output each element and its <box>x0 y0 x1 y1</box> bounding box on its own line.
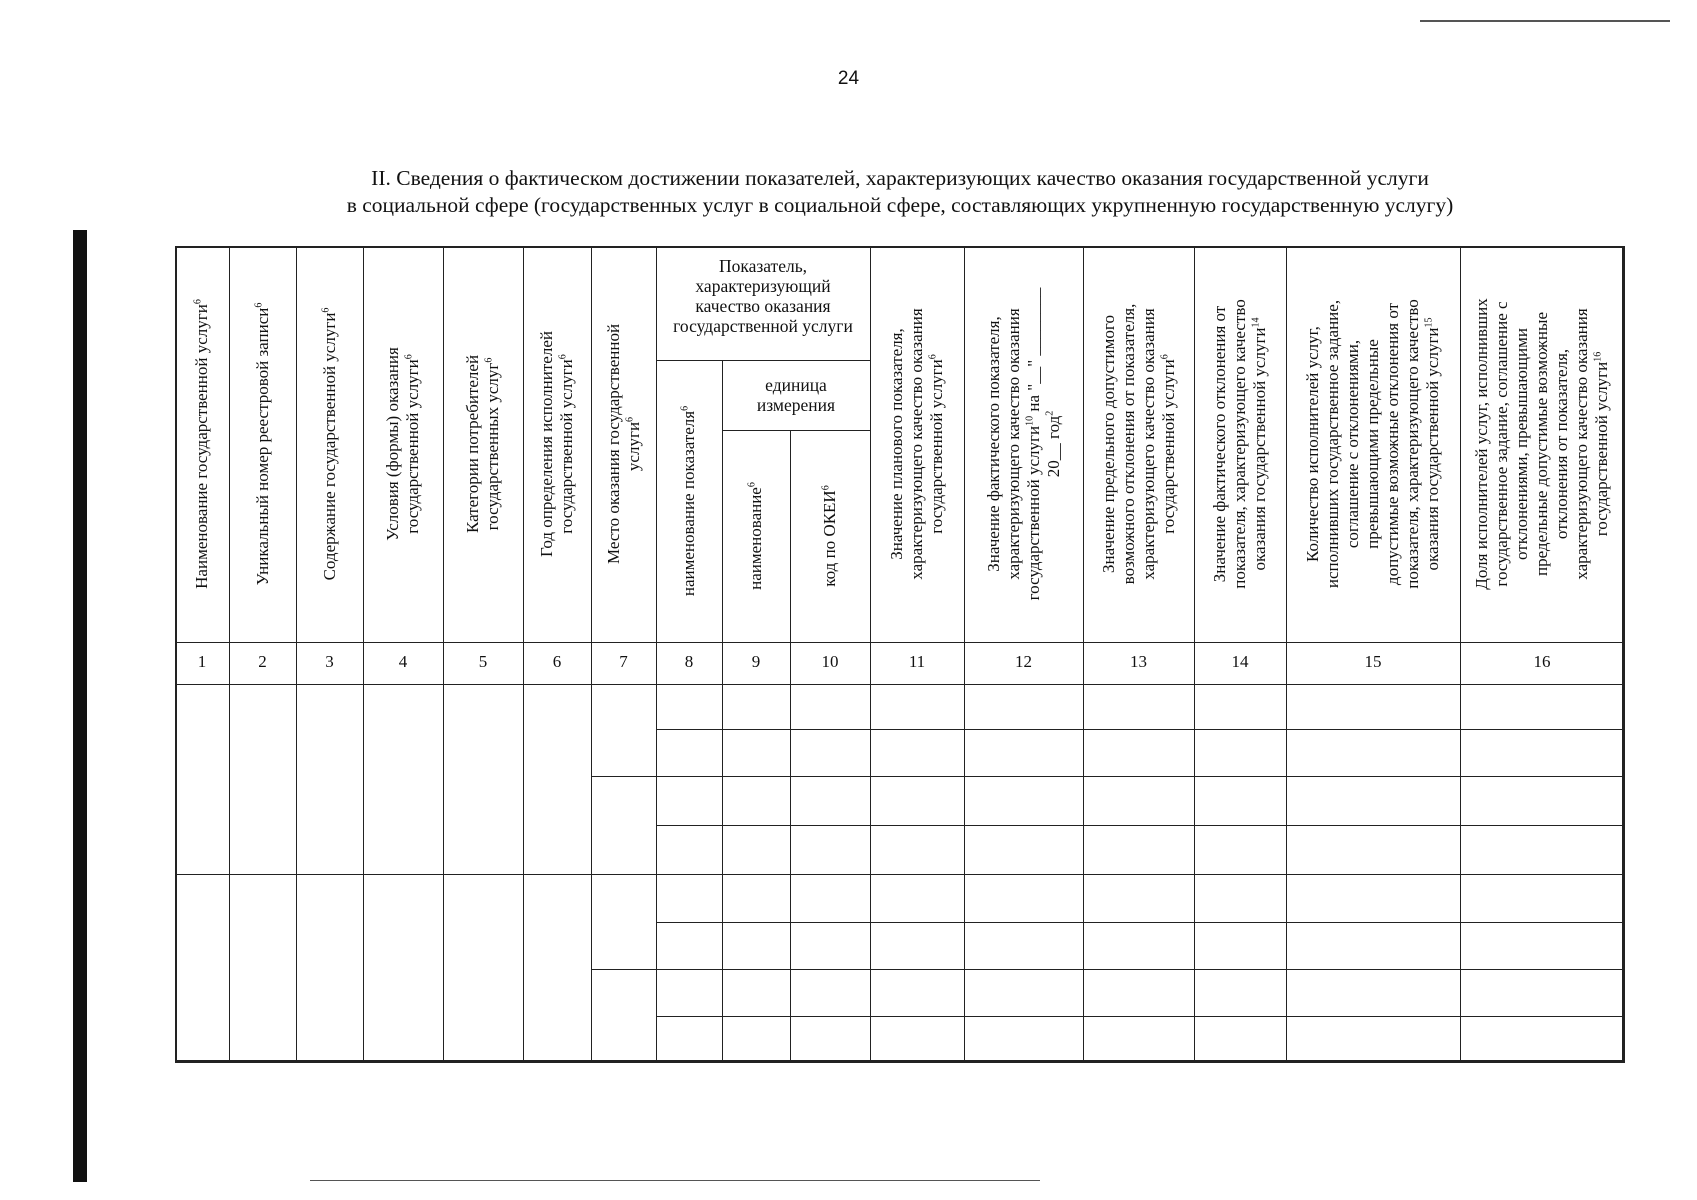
header-text: государственной услуги <box>927 359 946 534</box>
table-cell <box>591 776 657 875</box>
header-actual-deviation-line <box>1230 256 1250 632</box>
table-cell <box>1460 684 1625 730</box>
table-cell <box>722 922 791 970</box>
footnote-mark: 2 <box>1043 410 1055 416</box>
table-cell <box>1194 922 1287 970</box>
table-cell <box>790 922 871 970</box>
header-text: 20__ год <box>1043 415 1063 478</box>
table-cell <box>964 825 1084 875</box>
header-actual-value-line <box>1044 256 1064 632</box>
header-consumer-categories-line <box>483 256 503 632</box>
table-cell <box>1286 776 1461 826</box>
header-service-place-line <box>624 256 644 632</box>
header-okei-code-line <box>820 440 840 632</box>
table-cell <box>591 684 657 777</box>
header-service-place <box>604 256 644 632</box>
header-service-content-line <box>320 256 340 632</box>
table-cell <box>722 776 791 826</box>
footnote-mark: 6 <box>192 299 204 305</box>
header-executors-count-line <box>1403 256 1423 632</box>
table-cell <box>1286 729 1461 777</box>
header-actual-deviation-line <box>1210 256 1230 632</box>
table-cell <box>790 874 871 923</box>
column-number: 8 <box>684 652 694 671</box>
header-executors-share-line <box>1592 256 1612 632</box>
header-allowed-deviation-line <box>1119 256 1139 632</box>
footnote-mark: 6 <box>820 485 832 491</box>
header-text: качество оказания <box>695 296 831 316</box>
footnote-mark: 14 <box>1250 317 1262 328</box>
header-indicator-name <box>679 370 699 632</box>
header-text: Содержание государственной услуги <box>319 312 339 581</box>
table-cell <box>1194 969 1287 1017</box>
table-cell <box>1460 1016 1625 1063</box>
header-text: отклонениями, превышающими <box>1512 328 1531 560</box>
header-registry-number <box>253 256 273 632</box>
header-registry-number-line <box>253 256 273 632</box>
table-cell <box>229 874 297 1063</box>
header-text: государственной услуги <box>1592 361 1611 537</box>
header-text: превышающими предельные <box>1363 339 1382 549</box>
table-cell <box>656 776 723 826</box>
header-text: оказания государственной услуги <box>1250 327 1269 571</box>
footnote-mark: 10 <box>1023 415 1035 426</box>
column-number: 11 <box>908 652 926 671</box>
header-executors-share <box>1472 256 1612 632</box>
table-cell <box>443 684 524 875</box>
table-cell <box>722 729 791 777</box>
table-cell <box>870 825 965 875</box>
header-text: Значение фактического отклонения от <box>1210 305 1229 583</box>
header-actual-value-line <box>1004 256 1024 632</box>
table-cell <box>1460 825 1625 875</box>
header-planned-value-line <box>927 256 947 632</box>
header-service-place-line <box>604 256 624 632</box>
section-title <box>170 165 1630 219</box>
table-cell <box>296 684 364 875</box>
table-cell <box>175 874 230 1063</box>
table-cell <box>656 729 723 777</box>
header-planned-value <box>887 256 947 632</box>
header-service-conditions-line <box>383 256 403 632</box>
table-cell <box>790 969 871 1017</box>
header-text: Доля исполнителей услуг, исполнивших <box>1472 298 1491 590</box>
header-text: соглашение с отклонениями, <box>1343 339 1362 549</box>
header-text: код по ОКЕИ <box>820 490 839 587</box>
footnote-mark: 6 <box>252 302 264 308</box>
header-text: оказания государственной услуги <box>1423 327 1442 571</box>
header-text: государственное задание, соглашение с <box>1492 301 1511 587</box>
footnote-mark: 6 <box>403 354 415 360</box>
header-text: наименование <box>746 487 765 590</box>
table-cell <box>523 684 592 875</box>
header-text: Наименование государственной услуги <box>192 304 211 589</box>
table-cell <box>870 776 965 826</box>
table-cell <box>722 825 791 875</box>
header-text: характеризующего качество оказания <box>1572 308 1591 580</box>
table-cell <box>656 874 723 923</box>
table-cell <box>964 922 1084 970</box>
header-text: характеризующего качество оказания <box>1003 308 1023 580</box>
header-text: допустимые возможные отклонения от <box>1383 302 1402 586</box>
header-executors-share-line <box>1512 256 1532 632</box>
table-cell <box>964 684 1084 730</box>
header-executors-share-line <box>1552 256 1572 632</box>
footnote-mark: 6 <box>483 357 495 363</box>
table-cell <box>1460 969 1625 1017</box>
column-number: 9 <box>751 652 761 671</box>
header-text: государственных услуг <box>483 362 502 531</box>
header-allowed-deviation-line <box>1139 256 1159 632</box>
header-unit-name-line <box>746 440 766 632</box>
scan-bottom-line <box>310 1180 1040 1181</box>
table-cell <box>656 1016 723 1063</box>
table-cell <box>1083 729 1195 777</box>
table-cell <box>964 729 1084 777</box>
section-title-line2: в социальной сфере (государственных услуг в социальной сфере, составляющих укрупненную государственную услугу) <box>346 193 1454 217</box>
table-cell <box>523 874 592 1063</box>
header-text: характеризующий <box>695 276 831 296</box>
table-cell <box>1194 874 1287 923</box>
footnote-mark: 6 <box>679 405 691 411</box>
column-number: 5 <box>478 652 488 671</box>
table-cell <box>363 874 444 1063</box>
header-text: измерения <box>756 395 836 415</box>
header-executors-count-line <box>1343 256 1363 632</box>
header-planned-value-line <box>907 256 927 632</box>
table-cell <box>656 684 723 730</box>
header-text: Место оказания государственной <box>603 323 623 565</box>
table-cell <box>790 776 871 826</box>
table-cell <box>870 684 965 730</box>
table-cell <box>1083 825 1195 875</box>
header-text: Количество исполнителей услуг, <box>1303 326 1322 562</box>
header-unit-group <box>722 375 870 415</box>
table-cell <box>443 874 524 1063</box>
header-executor-year-line <box>557 256 577 632</box>
header-indicator-name-line <box>679 370 699 632</box>
table-cell <box>1194 1016 1287 1063</box>
table-cell <box>1083 1016 1195 1063</box>
header-text: услуги <box>623 421 643 472</box>
table-cell <box>1083 922 1195 970</box>
header-actual-value <box>984 256 1064 632</box>
table-cell <box>870 874 965 923</box>
table-cell <box>175 684 230 875</box>
footnote-mark: 6 <box>927 354 939 360</box>
header-text: показателя, характеризующего качество <box>1403 299 1422 589</box>
table-cell <box>722 874 791 923</box>
table-cell <box>964 874 1084 923</box>
table-cell <box>870 1016 965 1063</box>
header-text: на "__" ________ <box>1023 287 1043 416</box>
column-number: 4 <box>398 652 408 671</box>
header-text: государственной услуги <box>557 359 576 534</box>
column-number: 6 <box>552 652 562 671</box>
column-number: 15 <box>1364 652 1382 671</box>
header-planned-value-line <box>887 256 907 632</box>
header-allowed-deviation-line <box>1099 256 1119 632</box>
header-text: характеризующего качество оказания <box>907 308 926 580</box>
column-number: 12 <box>1015 652 1032 671</box>
header-consumer-categories <box>463 256 503 632</box>
table-cell <box>1194 776 1287 826</box>
scan-top-line <box>1420 20 1670 22</box>
header-service-name-line <box>192 256 212 632</box>
header-text: Значение фактического показателя, <box>983 316 1003 572</box>
column-number: 1 <box>197 652 207 671</box>
table-cell <box>1286 969 1461 1017</box>
header-actual-value-line <box>1024 256 1044 632</box>
header-text: предельные допустимые возможные <box>1532 312 1551 576</box>
header-text: Год определения исполнителей <box>537 331 556 557</box>
footnote-mark: 6 <box>746 482 758 488</box>
table-cell <box>722 1016 791 1063</box>
table-cell <box>870 922 965 970</box>
column-number: 2 <box>258 652 267 671</box>
table-cell <box>790 825 871 875</box>
header-actual-deviation-line <box>1250 256 1270 632</box>
table-cell <box>1286 825 1461 875</box>
table-cell <box>656 922 723 970</box>
table-cell <box>1286 684 1461 730</box>
header-executor-year-line <box>537 256 557 632</box>
table-cell <box>656 969 723 1017</box>
header-text: Показатель, <box>718 256 808 276</box>
header-executors-share-line <box>1572 256 1592 632</box>
table-cell <box>790 729 871 777</box>
header-executors-share-line <box>1492 256 1512 632</box>
table-cell <box>964 1016 1084 1063</box>
table-cell <box>1194 729 1287 777</box>
page-number: 24 <box>837 68 860 89</box>
header-text: Уникальный номер реестровой записи <box>252 307 272 586</box>
table-cell <box>591 874 657 970</box>
table-cell <box>1083 684 1195 730</box>
header-text: единица <box>765 375 827 395</box>
header-executors-count-line <box>1383 256 1403 632</box>
header-indicator-group <box>656 256 870 336</box>
header-actual-value-line <box>984 256 1004 632</box>
header-unit-name <box>746 440 766 632</box>
footnote-mark: 6 <box>319 307 331 313</box>
header-service-name <box>192 256 212 632</box>
header-service-content <box>320 256 340 632</box>
header-text: возможного отклонения от показателя, <box>1118 303 1138 585</box>
table-cell <box>1286 874 1461 923</box>
header-executor-year <box>537 256 577 632</box>
header-consumer-categories-line <box>463 256 483 632</box>
header-okei-code <box>820 440 840 632</box>
header-actual-deviation <box>1210 256 1270 632</box>
table-cell <box>363 684 444 875</box>
table-cell <box>1286 1016 1461 1063</box>
footnote-mark: 15 <box>1423 317 1435 328</box>
header-text: Значение предельного допустимого <box>1098 315 1118 573</box>
table-cell <box>1460 874 1625 923</box>
header-text: Категории потребителей <box>463 354 482 534</box>
header-executors-count <box>1303 256 1443 632</box>
table-cell <box>870 969 965 1017</box>
header-text: государственной услуги <box>403 359 422 534</box>
table-cell <box>591 969 657 1063</box>
table-cell <box>1083 969 1195 1017</box>
header-text: исполнивших государственное задание, <box>1323 299 1342 589</box>
table-cell <box>722 969 791 1017</box>
table-cell <box>790 1016 871 1063</box>
table-cell <box>1460 776 1625 826</box>
column-number: 10 <box>821 652 839 671</box>
table-cell <box>656 825 723 875</box>
column-number: 14 <box>1231 652 1249 671</box>
header-executors-count-line <box>1303 256 1323 632</box>
footnote-mark: 16 <box>1592 351 1604 362</box>
footnote-mark: 6 <box>623 416 635 422</box>
scan-margin-bar <box>73 230 87 1182</box>
header-text: наименование показателя <box>679 410 698 597</box>
table-cell <box>722 684 791 730</box>
header-service-conditions-line <box>403 256 423 632</box>
header-executors-share-line <box>1472 256 1492 632</box>
table-cell <box>1194 684 1287 730</box>
column-number: 16 <box>1533 652 1551 671</box>
table-cell <box>870 729 965 777</box>
table-cell <box>1460 922 1625 970</box>
footnote-mark: 6 <box>557 354 569 360</box>
table-cell <box>1460 729 1625 777</box>
header-executors-share-line <box>1532 256 1552 632</box>
table-cell <box>1083 874 1195 923</box>
header-text: государственной услуги <box>673 316 853 336</box>
table-cell <box>964 969 1084 1017</box>
header-allowed-deviation <box>1099 256 1179 632</box>
table-cell <box>964 776 1084 826</box>
footnote-mark: 6 <box>1158 354 1170 360</box>
table-cell <box>1083 776 1195 826</box>
header-text: Условия (формы) оказания <box>383 347 402 541</box>
header-text: характеризующего качество оказания <box>1138 308 1158 580</box>
table-cell <box>1286 922 1461 970</box>
table-cell <box>790 684 871 730</box>
header-service-conditions <box>383 256 423 632</box>
table-cell <box>1194 825 1287 875</box>
header-text: показателя, характеризующего качество <box>1230 299 1249 589</box>
table-cell <box>229 684 297 875</box>
column-number: 3 <box>325 652 334 671</box>
header-text: государственной услуги <box>1023 425 1043 601</box>
header-text: государственной услуги <box>1158 359 1178 534</box>
header-executors-count-line <box>1363 256 1383 632</box>
header-executors-count-line <box>1423 256 1443 632</box>
column-number: 13 <box>1130 652 1147 671</box>
column-number: 7 <box>619 652 628 671</box>
header-text: Значение планового показателя, <box>887 328 906 560</box>
header-executors-count-line <box>1323 256 1343 632</box>
header-text: отклонения от показателя, <box>1552 348 1571 540</box>
header-allowed-deviation-line <box>1159 256 1179 632</box>
table-cell <box>296 874 364 1063</box>
section-title-line1: II. Сведения о фактическом достижении показателей, характеризующих качество оказания государственной услуги <box>371 166 1429 190</box>
